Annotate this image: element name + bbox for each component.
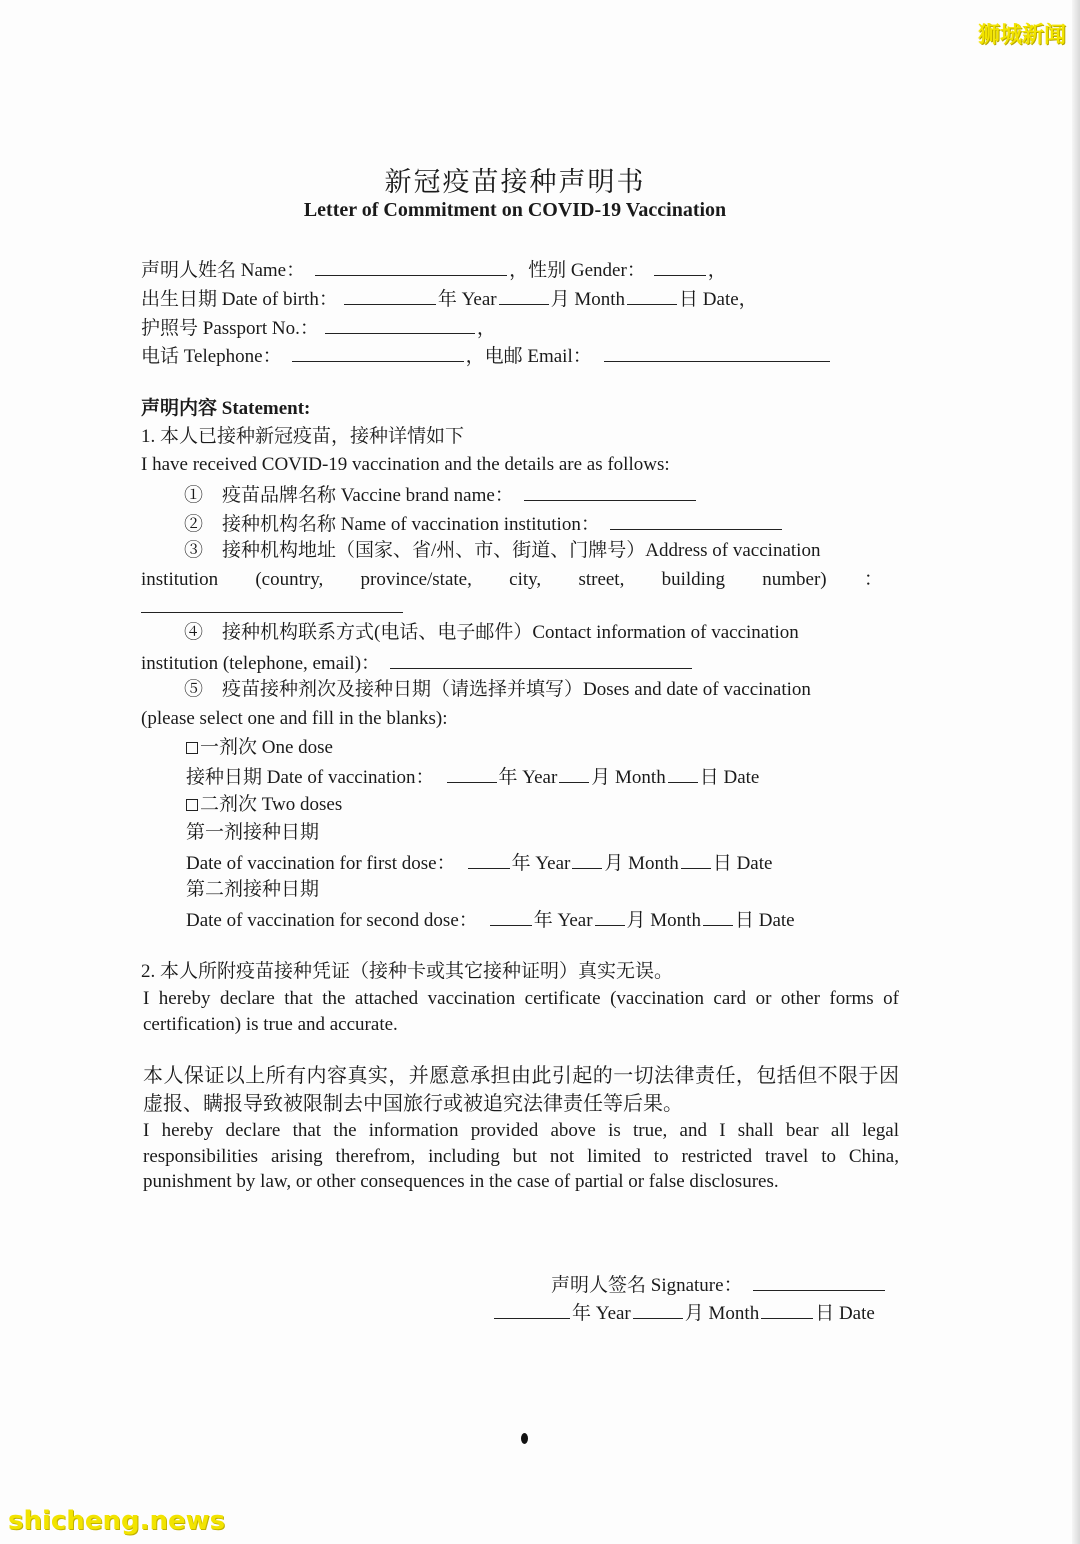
signature-day-field[interactable]: [761, 1300, 813, 1319]
title-english: Letter of Commitment on COVID-19 Vaccination: [303, 199, 727, 221]
one-dose-date-row: [186, 764, 759, 790]
statement-heading: 声明内容 Statement:: [141, 398, 311, 419]
one-dose-year-field[interactable]: [447, 764, 497, 783]
vaccine-brand-field[interactable]: [524, 482, 696, 501]
item1-en: I have received COVID-19 vaccination and the details are as follows:: [141, 454, 670, 475]
month-label: 月 Month: [604, 853, 679, 874]
two-doses-row: [186, 793, 342, 817]
month-label: 月 Month: [626, 910, 701, 931]
watermark-site-bottom: shicheng.news: [8, 1506, 226, 1536]
signature-year-field[interactable]: [494, 1300, 570, 1319]
word: (country,: [255, 569, 324, 590]
year-label: 年 Year: [533, 910, 593, 931]
one-dose-row: [186, 736, 333, 760]
contact-row: [141, 343, 832, 369]
first-dose-label: Date of vaccination for first dose：: [186, 853, 456, 874]
word: province/state,: [360, 569, 472, 590]
date-label: 日 Date: [699, 767, 760, 788]
sub3-line1: ③ 接种机构地址（国家、省/州、市、街道、门牌号）Address of vaccination: [184, 540, 821, 561]
one-dose-month-field[interactable]: [559, 764, 589, 783]
passport-row: [141, 315, 496, 341]
signature-row: [551, 1272, 887, 1298]
contact-info-field[interactable]: [390, 650, 692, 669]
dob-month-field[interactable]: [499, 286, 549, 305]
word: street,: [578, 569, 625, 590]
phone-label: 电话 Telephone：: [141, 346, 282, 367]
name-label: 声明人姓名 Name：: [141, 260, 306, 281]
institution-name-field[interactable]: [610, 511, 782, 530]
name-gender-row: [141, 257, 727, 283]
word: ：: [863, 569, 883, 590]
second-dose-row: [186, 907, 795, 933]
scan-edge-shadow: [1072, 0, 1080, 1544]
second-dose-cn: 第二剂接种日期: [186, 879, 320, 900]
year-label: 年 Year: [511, 853, 571, 874]
one-dose-checkbox[interactable]: [186, 742, 198, 754]
dob-day-field[interactable]: [627, 286, 677, 305]
comma: ，: [476, 318, 496, 339]
first-dose-day-field[interactable]: [681, 850, 711, 869]
year-label: 年 Year: [437, 289, 497, 310]
guarantee-en: I hereby declare that the information provided above is true, and I shall bear all legal responsibilities arising therefrom, including but not limited to restricted travel to China, punishment by law, or other consequences in the case of partial or false disclosures.: [143, 1120, 899, 1192]
item1-cn: 1. 本人已接种新冠疫苗，接种详情如下: [141, 426, 465, 447]
sub2-row: [184, 511, 784, 537]
second-dose-year-field[interactable]: [490, 907, 532, 926]
date-label: 日 Date，: [679, 289, 758, 310]
one-dose-day-field[interactable]: [668, 764, 698, 783]
first-dose-cn: 第一剂接种日期: [186, 822, 320, 843]
sub5-line1: ⑤ 疫苗接种剂次及接种日期（请选择并填写）Doses and date of vaccination: [184, 679, 811, 700]
word: institution: [141, 569, 219, 590]
second-dose-day-field[interactable]: [703, 907, 733, 926]
sub3-address-row: [141, 594, 405, 620]
second-dose-label: Date of vaccination for second dose：: [186, 910, 478, 931]
phone-field[interactable]: [292, 343, 464, 362]
date-label: 日 Date: [712, 853, 773, 874]
month-label: 月 Month: [591, 767, 666, 788]
signature-date-row: [494, 1300, 875, 1326]
watermark-logo-top: 狮城新闻: [977, 23, 1066, 48]
contact-info-label: institution (telephone, email)：: [141, 653, 381, 674]
sub4-line1: ④ 接种机构联系方式(电话、电子邮件）Contact information of vaccination: [184, 622, 799, 643]
date-label: 日 Date: [815, 1303, 875, 1324]
item2-en: I hereby declare that the attached vaccination certificate (vaccination card or other forms of certification) is true and accurate.: [143, 988, 899, 1035]
vaccine-brand-label: ① 疫苗品牌名称 Vaccine brand name：: [184, 485, 514, 506]
sub5-line2: (please select one and fill in the blanks):: [141, 708, 448, 729]
first-dose-year-field[interactable]: [468, 850, 510, 869]
year-label: 年 Year: [498, 767, 558, 788]
comma: ，: [707, 260, 727, 281]
passport-field[interactable]: [325, 315, 475, 334]
email-label: ，电邮 Email：: [465, 346, 592, 367]
signature-month-field[interactable]: [633, 1300, 683, 1319]
dob-row: [141, 286, 758, 312]
month-label: 月 Month: [684, 1303, 760, 1324]
dob-year-field[interactable]: [344, 286, 436, 305]
two-doses-checkbox[interactable]: [186, 799, 198, 811]
date-label: 日 Date: [734, 910, 795, 931]
month-label: 月 Month: [550, 289, 626, 310]
one-dose-label: 一剂次 One dose: [200, 737, 333, 758]
word: building: [661, 569, 725, 590]
name-field[interactable]: [315, 257, 507, 276]
first-dose-month-field[interactable]: [572, 850, 602, 869]
dob-label: 出生日期 Date of birth：: [141, 289, 338, 310]
word: number): [762, 569, 827, 590]
sub3-line2: [141, 568, 883, 592]
guarantee-cn: 本人保证以上所有内容真实，并愿意承担由此引起的一切法律责任，包括但不限于因虚报、瞒报导致被限制去中国旅行或被追究法律责任等后果。: [143, 1065, 899, 1115]
signature-field[interactable]: [753, 1272, 885, 1291]
word: city,: [509, 569, 542, 590]
sub4-line2: [141, 650, 694, 676]
page-mark: [521, 1433, 528, 1444]
two-doses-label: 二剂次 Two doses: [200, 794, 343, 815]
first-dose-row: [186, 850, 772, 876]
sub1-row: [184, 482, 698, 508]
signature-label: 声明人签名 Signature：: [551, 1275, 743, 1296]
gender-field[interactable]: [654, 257, 706, 276]
institution-address-field[interactable]: [141, 594, 403, 613]
vacc-date-label: 接种日期 Date of vaccination：: [186, 767, 435, 788]
passport-label: 护照号 Passport No.：: [141, 318, 319, 339]
item2-cn: 2. 本人所附疫苗接种凭证（接种卡或其它接种证明）真实无误。: [141, 961, 674, 982]
institution-name-label: ② 接种机构名称 Name of vaccination institution：: [184, 514, 600, 535]
second-dose-month-field[interactable]: [595, 907, 625, 926]
gender-label: ，性别 Gender：: [509, 260, 646, 281]
title-chinese: 新冠疫苗接种声明书: [384, 167, 646, 197]
year-label: 年 Year: [572, 1303, 631, 1324]
email-field[interactable]: [604, 343, 830, 362]
